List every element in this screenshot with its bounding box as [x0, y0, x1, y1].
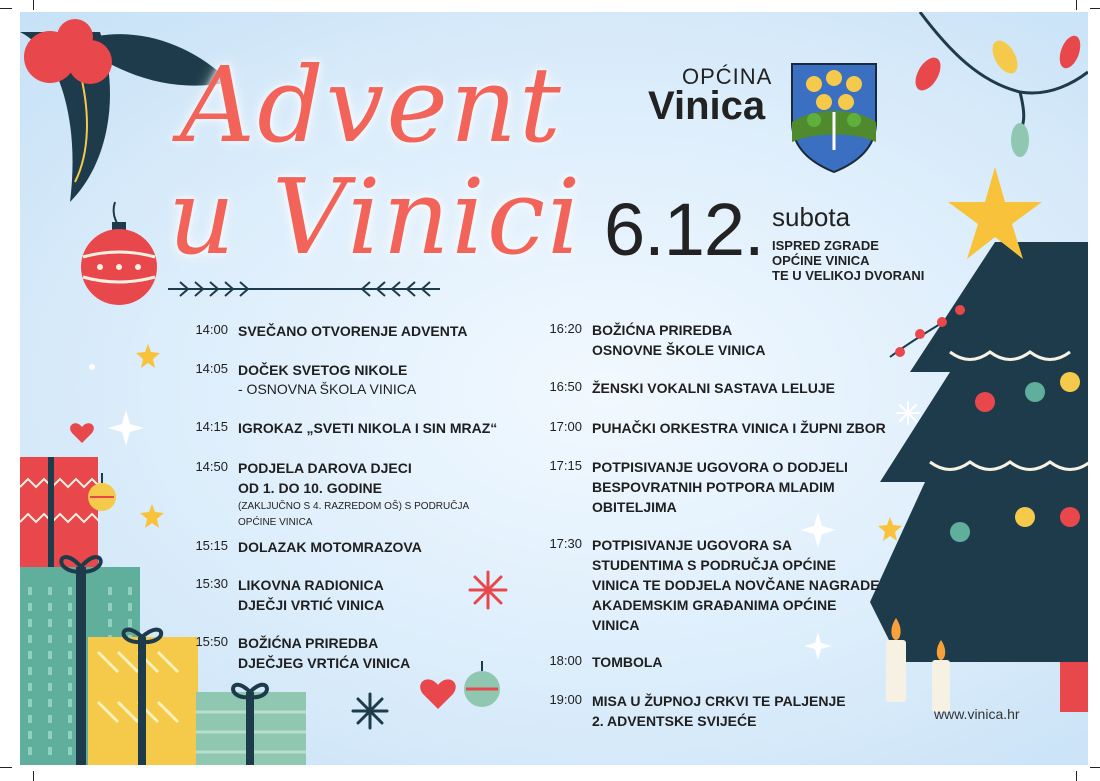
event-day: subota	[772, 202, 851, 232]
event-date: 6.12.	[604, 188, 764, 271]
event-time: 14:05	[195, 361, 228, 376]
event-title: VINICA	[592, 617, 640, 633]
event-time: 17:15	[549, 458, 582, 473]
event-title: MISA U ŽUPNOJ CRKVI TE PALJENJE	[592, 693, 846, 709]
event-title: DOČEK SVETOG NIKOLE	[238, 362, 408, 378]
event-title: BOŽIĆNA PRIREDBA	[592, 322, 733, 338]
website-link[interactable]: www.vinica.hr	[934, 706, 1020, 722]
ornament-icon	[81, 202, 157, 305]
event-title: POTPISIVANJE UGOVORA O DODJELI	[592, 459, 848, 475]
event-title: BESPOVRATNIH POTPORA MLADIM	[592, 479, 835, 495]
event-title: POTPISIVANJE UGOVORA SA	[592, 537, 792, 553]
event-note: OPĆINE VINICA	[238, 517, 313, 528]
schedule-item	[549, 378, 835, 398]
schedule-item	[195, 633, 411, 673]
heart-icon	[70, 423, 94, 443]
event-title: OSNOVNE ŠKOLE VINICA	[592, 342, 766, 358]
event-time: 16:20	[549, 321, 582, 336]
event-subtitle: - OSNOVNA ŠKOLA VINICA	[238, 381, 417, 397]
fairy-lights-icon	[910, 12, 1088, 157]
event-title: BOŽIĆNA PRIREDBA	[238, 635, 379, 651]
event-title: PUHAČKI ORKESTRA VINICA I ŽUPNI ZBOR	[592, 420, 886, 436]
event-time: 17:30	[549, 536, 582, 551]
event-time: 14:15	[195, 419, 228, 434]
schedule-item	[549, 457, 848, 517]
schedule-item	[549, 691, 846, 731]
schedule-item	[195, 321, 468, 341]
schedule-item	[549, 652, 663, 672]
location-line: TE U VELIKOJ DVORANI	[772, 268, 925, 283]
event-title: AKADEMSKIM GRAĐANIMA OPĆINE	[592, 597, 837, 613]
event-title: OBITELJIMA	[592, 499, 677, 515]
event-time: 15:15	[195, 538, 228, 553]
event-title: TOMBOLA	[592, 654, 663, 670]
event-title: DJEČJEG VRTIĆA VINICA	[238, 655, 411, 671]
schedule-item	[195, 360, 417, 398]
event-time: 19:00	[549, 692, 582, 707]
schedule-item	[195, 575, 385, 615]
title-line-1: Advent	[180, 44, 563, 166]
event-time: 15:50	[195, 634, 228, 649]
branch-divider	[168, 282, 440, 296]
event-title: DJEČJI VRTIĆ VINICA	[238, 597, 385, 613]
event-time: 18:00	[549, 653, 582, 668]
snowflake-icon	[470, 572, 506, 608]
schedule-item	[195, 458, 470, 530]
event-title: DOLAZAK MOTOMRAZOVA	[238, 539, 422, 555]
title-line-2: u Vinici	[168, 156, 583, 278]
event-title: IGROKAZ „SVETI NIKOLA I SIN MRAZ“	[238, 420, 498, 436]
schedule-item	[195, 537, 422, 557]
event-time: 17:00	[549, 419, 582, 434]
snowflake-icon	[353, 694, 387, 728]
event-title: ŽENSKI VOKALNI SASTAVA LELUJE	[592, 380, 835, 396]
advent-poster	[20, 12, 1088, 765]
event-title: SVEČANO OTVORENJE ADVENTA	[238, 323, 468, 339]
schedule-item	[195, 418, 498, 438]
event-time: 16:50	[549, 379, 582, 394]
event-time: 14:00	[195, 322, 228, 337]
snowflake-icon	[897, 402, 919, 424]
event-title: STUDENTIMA S PODRUČJA OPĆINE	[592, 557, 836, 573]
event-time: 14:50	[195, 459, 228, 474]
event-title: OD 1. DO 10. GODINE	[238, 480, 382, 496]
heart-icon	[420, 679, 456, 709]
coat-of-arms-icon	[792, 64, 876, 172]
location-line: ISPRED ZGRADE	[772, 238, 879, 253]
schedule-item	[549, 320, 766, 360]
event-location	[772, 238, 924, 283]
location-line: OPĆINE VINICA	[772, 253, 870, 268]
event-title: LIKOVNA RADIONICA	[238, 577, 384, 593]
event-note: (ZAKLJUČNO S 4. RAZREDOM OŠ) S PODRUČJA	[238, 501, 470, 512]
event-time: 15:30	[195, 576, 228, 591]
schedule-item	[549, 535, 880, 635]
schedule-item	[549, 418, 886, 438]
municipality-label: OPĆINA	[682, 64, 773, 89]
municipality-name: Vinica	[648, 84, 766, 128]
event-title: 2. ADVENTSKE SVIJEĆE	[592, 713, 757, 729]
event-title: VINICA TE DODJELA NOVČANE NAGRADE	[592, 577, 880, 593]
event-title: PODJELA DAROVA DJECI	[238, 460, 412, 476]
